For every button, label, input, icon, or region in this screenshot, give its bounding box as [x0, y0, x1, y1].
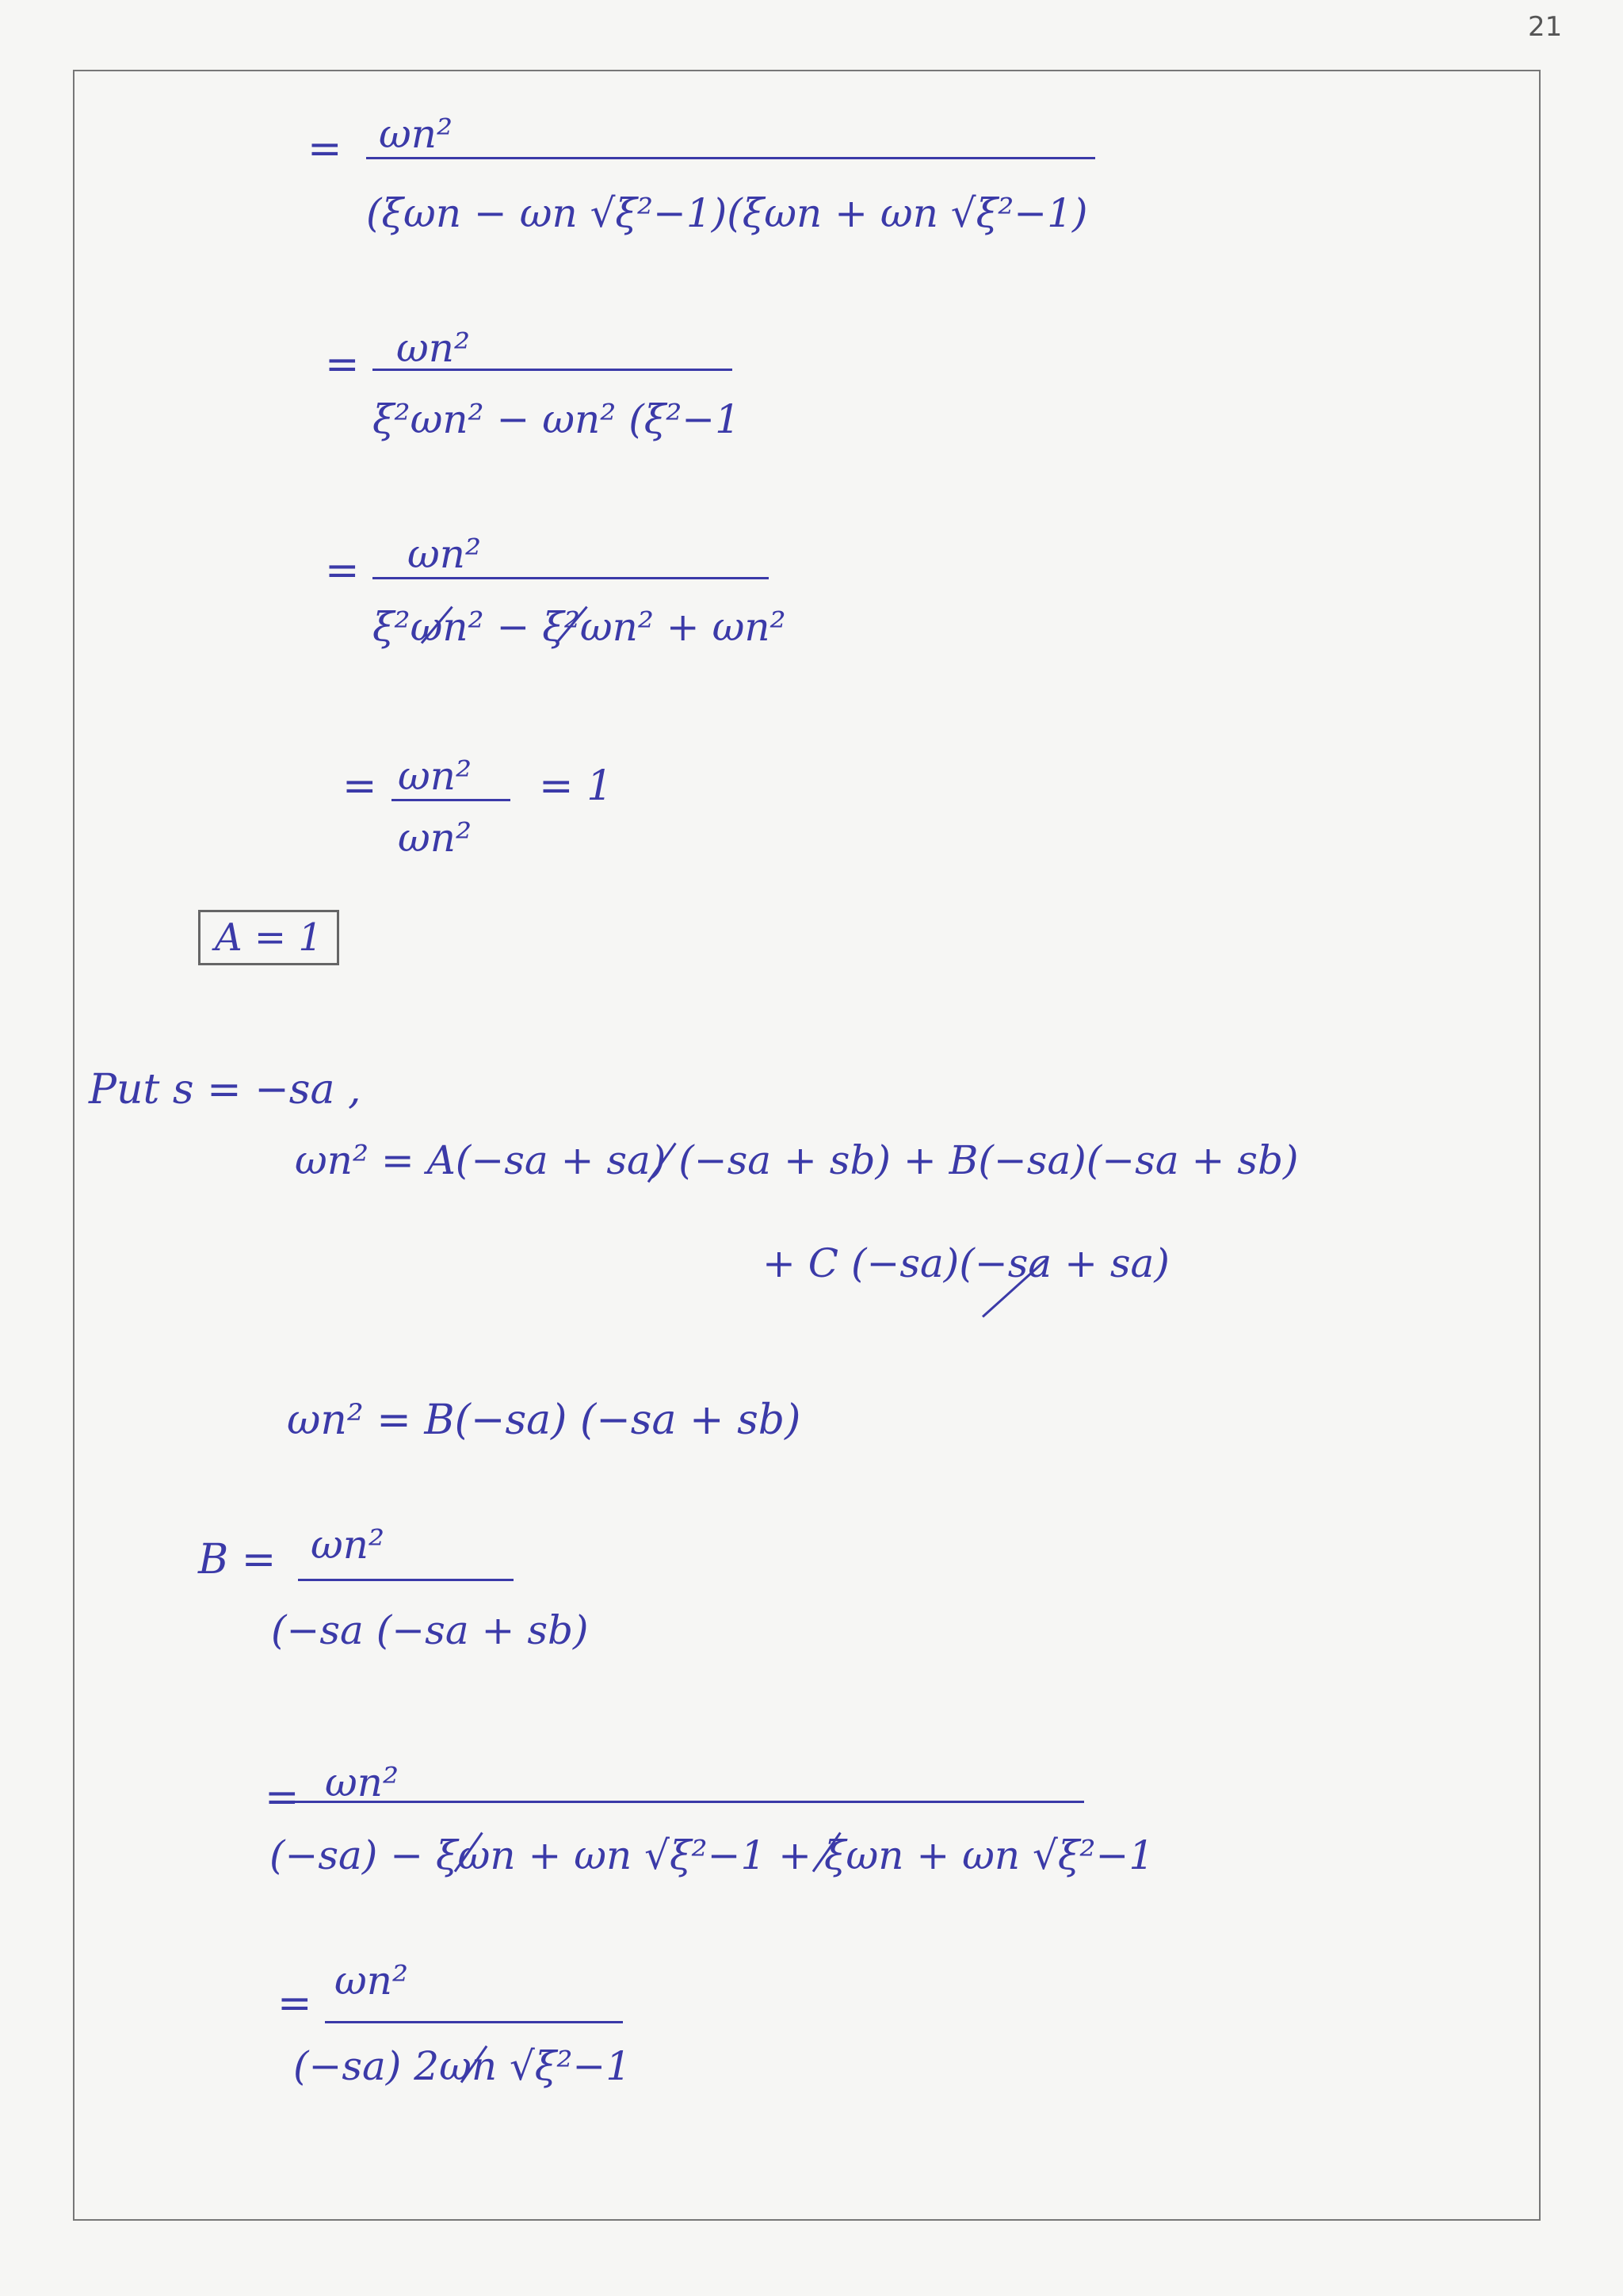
- boxed-result: A = 1: [198, 910, 339, 965]
- equals-sign: =: [325, 341, 360, 388]
- substitution-line: Put s = −sa ,: [89, 1066, 361, 1114]
- expansion-line-1: ωn² = A(−sa + sa) (−sa + sb) + B(−sa)(−sa + sb): [295, 1137, 1299, 1183]
- numerator: ωn²: [334, 1958, 409, 2004]
- numerator: ωn²: [398, 753, 472, 799]
- equals-sign: =: [265, 1774, 300, 1821]
- expansion-line-2: + C (−sa)(−sa + sa): [762, 1240, 1170, 1286]
- fraction-bar: [391, 799, 510, 801]
- numerator: ωn²: [379, 111, 453, 157]
- fraction-bar: [372, 577, 769, 579]
- numerator: ωn²: [325, 1759, 399, 1805]
- equals-sign: =: [307, 125, 342, 173]
- numerator: ωn²: [311, 1522, 385, 1568]
- fraction-bar: [325, 2021, 623, 2023]
- denominator: ξ²ωn² − ξ²ωn² + ωn²: [372, 604, 786, 650]
- denominator: (−sa) 2ωn √ξ²−1: [293, 2043, 632, 2089]
- denominator: ωn²: [398, 815, 472, 861]
- equals-sign: =: [325, 547, 360, 594]
- lhs: B =: [198, 1536, 277, 1584]
- denominator: (−sa (−sa + sb): [271, 1607, 589, 1653]
- fraction-bar: [366, 157, 1095, 159]
- equals-sign: =: [342, 762, 377, 810]
- denominator: (−sa) − ξωn + ωn √ξ²−1 + ξωn + ωn √ξ²−1: [269, 1832, 1155, 1878]
- result: = 1: [539, 762, 613, 810]
- numerator: ωn²: [407, 531, 482, 577]
- reduced-equation: ωn² = B(−sa) (−sa + sb): [287, 1396, 801, 1444]
- denominator: (ξωn − ωn √ξ²−1)(ξωn + ωn √ξ²−1): [366, 190, 1088, 236]
- fraction-bar: [274, 1801, 1084, 1803]
- denominator: ξ²ωn² − ωn² (ξ²−1: [372, 396, 740, 442]
- numerator: ωn²: [396, 325, 471, 371]
- page-number: 21: [1528, 11, 1563, 43]
- fraction-bar: [298, 1579, 514, 1581]
- equals-sign: =: [277, 1980, 312, 2027]
- fraction-bar: [372, 369, 732, 371]
